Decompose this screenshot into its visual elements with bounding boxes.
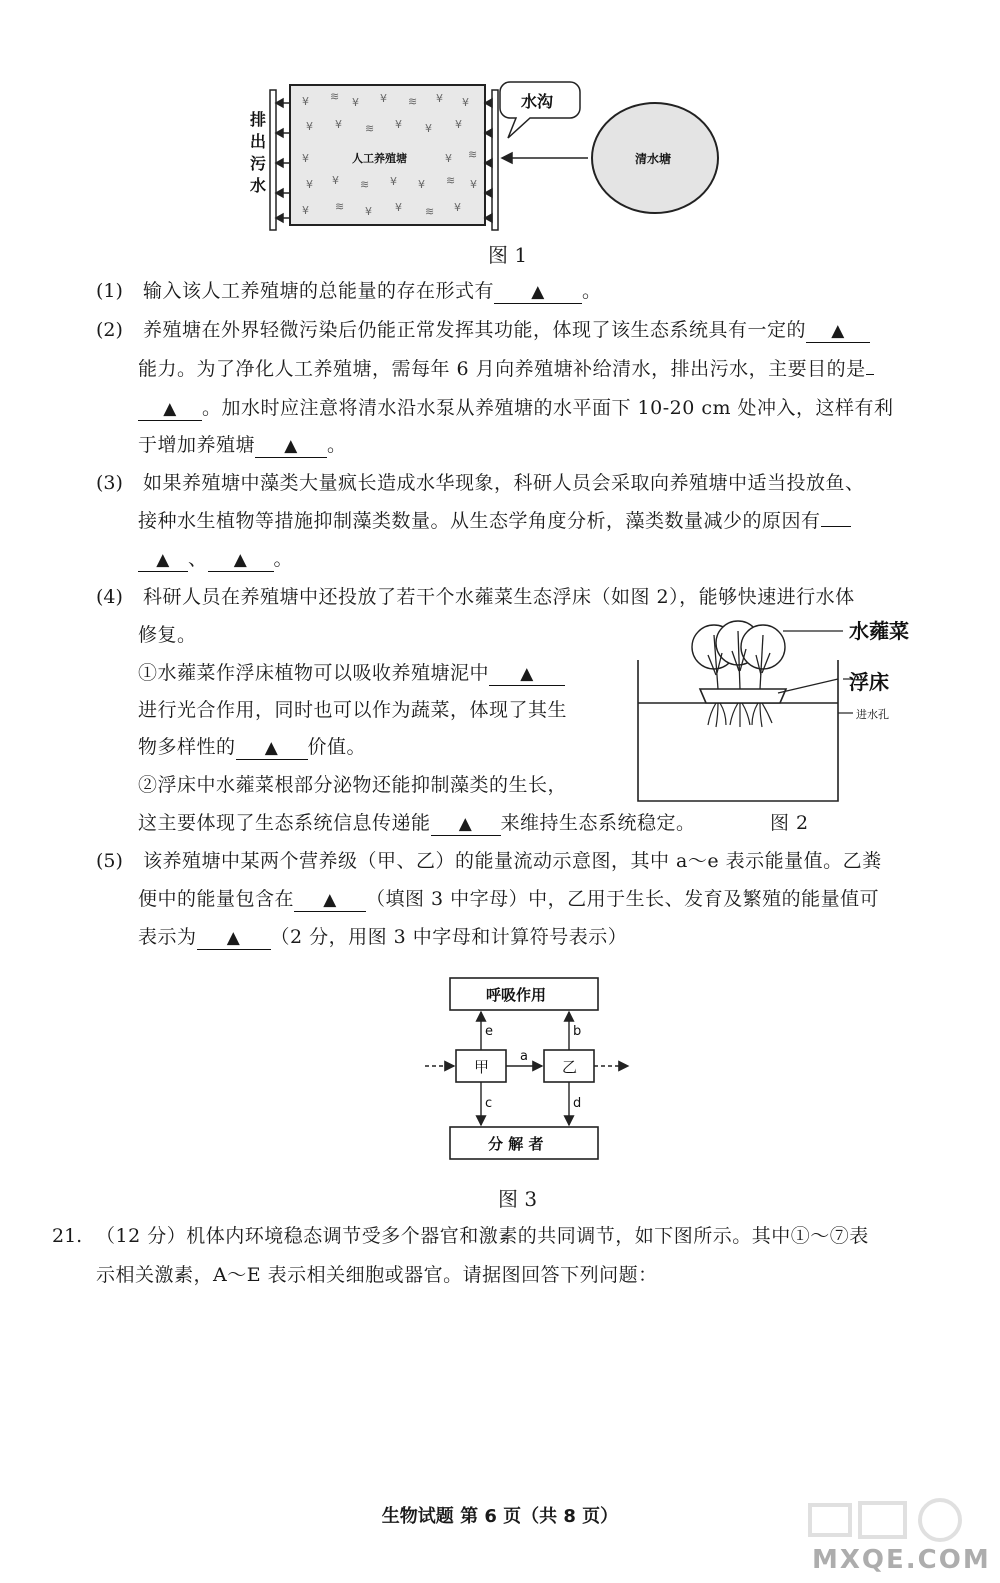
q4-number: (4) <box>96 586 123 608</box>
q5-answer-blank-1[interactable]: ▲ <box>294 889 366 912</box>
ditch-label: 水沟 <box>521 92 554 111</box>
svg-text:≋: ≋ <box>425 205 435 218</box>
q2-text-l3b: 。加水时应注意将清水沿水泵从养殖塘的水平面下 10-20 cm 处冲入，这样有利 <box>202 397 894 419</box>
q4-text-l3a: ①水蕹菜作浮床植物可以吸收养殖塘泥中 <box>138 662 490 684</box>
q1-text-a: 输入该人工养殖塘的总能量的存在形式有 <box>143 280 495 302</box>
svg-text:¥: ¥ <box>352 96 359 109</box>
q3-answer-blank-1[interactable]: ▲ <box>138 549 188 572</box>
svg-text:≋: ≋ <box>330 90 340 103</box>
figure-2-floating-bed-diagram <box>628 615 928 810</box>
q4-answer-blank-1[interactable]: ▲ <box>489 663 565 686</box>
svg-text:¥: ¥ <box>306 178 313 191</box>
drain-label-2: 出 <box>250 132 267 151</box>
q4-line-3 <box>138 660 565 686</box>
q2-answer-blank-1[interactable]: ▲ <box>806 320 870 343</box>
q3-text-l1: 如果养殖塘中藻类大量疯长造成水华现象，科研人员会采取向养殖塘中适当投放鱼、 <box>143 472 865 494</box>
svg-text:¥: ¥ <box>445 152 452 165</box>
q5-answer-blank-2[interactable]: ▲ <box>197 927 271 950</box>
q5-text-l3a: 表示为 <box>138 926 197 948</box>
svg-text:≋: ≋ <box>365 122 375 135</box>
drain-label-1: 排 <box>250 110 267 129</box>
q2-text-l2: 能力。为了净化人工养殖塘，需每年 6 月向养殖塘补给清水，排出污水，主要目的是 <box>138 358 866 380</box>
q2-line-2 <box>138 356 874 382</box>
svg-text:¥: ¥ <box>302 204 309 217</box>
q21-line-2 <box>96 1262 658 1288</box>
svg-text:¥: ¥ <box>335 118 342 131</box>
q1-line-1 <box>143 278 602 304</box>
q2-answer-blank-2[interactable]: ▲ <box>138 398 202 421</box>
svg-text:¥: ¥ <box>436 92 443 105</box>
figure-3-energy-flow-diagram <box>420 972 640 1167</box>
q4-line-6 <box>138 772 567 798</box>
svg-text:¥: ¥ <box>395 118 402 131</box>
q3-sep: 、 <box>188 548 208 570</box>
svg-text:¥: ¥ <box>365 205 372 218</box>
svg-text:¥: ¥ <box>332 174 339 187</box>
svg-text:¥: ¥ <box>425 122 432 135</box>
watermark-text: MXQE.COM <box>812 1545 991 1575</box>
fig3-label-e: e <box>485 1024 493 1039</box>
q4-text-l5a: 物多样性的 <box>138 736 236 758</box>
drain-label-4: 水 <box>250 176 267 195</box>
q5-text-l2b: （填图 3 中字母）中，乙用于生长、发育及繁殖的能量值可 <box>366 888 880 910</box>
q21-text-l2: 示相关激素，A～E 表示相关细胞或器官。请据图回答下列问题： <box>96 1264 658 1286</box>
svg-text:¥: ¥ <box>302 152 309 165</box>
q5-line-3 <box>138 924 627 950</box>
clean-pond-label: 清水塘 <box>635 152 672 166</box>
q4-text-l2: 修复。 <box>138 624 197 646</box>
q21-line-1 <box>96 1223 869 1249</box>
svg-text:¥: ¥ <box>418 178 425 191</box>
figure-2-caption: 图 2 <box>770 812 809 834</box>
svg-text:¥: ¥ <box>306 120 313 133</box>
q4-text-l1: 科研人员在养殖塘中还投放了若干个水蕹菜生态浮床（如图 2），能够快速进行水体 <box>143 586 855 608</box>
q5-text-l3b: （2 分，用图 3 中字母和计算符号表示） <box>270 926 628 948</box>
svg-text:¥: ¥ <box>390 175 397 188</box>
q2-text-l4a: 于增加养殖塘 <box>138 434 256 456</box>
q1-text-b: 。 <box>582 280 602 302</box>
q4-line-2 <box>138 622 197 648</box>
q4-line-4 <box>138 697 567 723</box>
svg-text:¥: ¥ <box>462 96 469 109</box>
q4-line-7 <box>138 810 696 836</box>
q5-text-l1: 该养殖塘中某两个营养级（甲、乙）的能量流动示意图，其中 a～e 表示能量值。乙粪 <box>143 850 882 872</box>
q4-answer-blank-2[interactable]: ▲ <box>236 737 308 760</box>
q3-answer-blank-2[interactable]: ▲ <box>208 549 274 572</box>
q4-text-l6: ②浮床中水蕹菜根部分泌物还能抑制藻类的生长， <box>138 774 568 796</box>
q1-number: (1) <box>96 280 123 302</box>
fig3-node-right: 乙 <box>562 1058 578 1076</box>
figure-1-caption: 图 1 <box>488 243 528 267</box>
q2-number: (2) <box>96 319 123 341</box>
q4-text-l7a: 这主要体现了生态系统信息传递能 <box>138 812 431 834</box>
q3-line-3 <box>138 546 293 572</box>
q2-line-1 <box>143 317 870 343</box>
figure-3-caption: 图 3 <box>498 1187 538 1211</box>
svg-text:¥: ¥ <box>454 201 461 214</box>
fig2-plant-label: 水蕹菜 <box>849 619 909 643</box>
q21-text-l1: （12 分）机体内环境稳态调节受多个器官和激素的共同调节，如下图所示。其中①～⑦表 <box>96 1225 869 1247</box>
fig3-label-d: d <box>573 1096 582 1111</box>
svg-text:≋: ≋ <box>335 200 345 213</box>
q3-text-l2: 接种水生植物等措施抑制藻类数量。从生态学角度分析，藻类数量减少的原因有 <box>138 510 821 532</box>
q3-number: (3) <box>96 472 123 494</box>
q4-line-1 <box>143 584 855 610</box>
svg-text:≋: ≋ <box>360 178 370 191</box>
pond-label: 人工养殖塘 <box>352 152 407 165</box>
fig3-label-b: b <box>573 1024 582 1039</box>
svg-text:¥: ¥ <box>380 92 387 105</box>
q21-number: 21. <box>52 1225 83 1247</box>
fig2-inlet-label: 进水孔 <box>856 708 889 721</box>
q3-line-2 <box>138 508 851 534</box>
q5-line-2 <box>138 886 879 912</box>
fig3-node-left: 甲 <box>474 1058 490 1076</box>
q3-end: 。 <box>273 548 294 570</box>
q4-line-5 <box>138 734 366 760</box>
q5-text-l2a: 便中的能量包含在 <box>138 888 295 910</box>
svg-text:¥: ¥ <box>470 178 477 191</box>
q2-line-3 <box>138 395 894 421</box>
svg-text:≋: ≋ <box>408 95 418 108</box>
q4-text-l7b: 来维持生态系统稳定。 <box>500 812 696 834</box>
fig3-top-box: 呼吸作用 <box>486 986 547 1004</box>
fig2-bed-label: 浮床 <box>849 670 889 694</box>
q4-text-l5b: 价值。 <box>307 736 367 758</box>
svg-text:¥: ¥ <box>302 95 309 108</box>
q2-text-l4b: 。 <box>327 434 347 456</box>
q2-line-4 <box>138 432 347 458</box>
svg-text:≋: ≋ <box>468 148 478 161</box>
figure-1-pond-diagram <box>240 70 730 240</box>
q2-answer-blank-3[interactable]: ▲ <box>255 435 327 458</box>
q3-answer-blank-1-start[interactable] <box>821 526 851 527</box>
svg-text:¥: ¥ <box>395 201 402 214</box>
svg-text:¥: ¥ <box>455 118 462 131</box>
q1-answer-blank[interactable]: ▲ <box>494 281 582 304</box>
q5-line-1 <box>143 848 882 874</box>
q2-text-l1a: 养殖塘在外界轻微污染后仍能正常发挥其功能，体现了该生态系统具有一定的 <box>143 319 807 341</box>
fig3-bottom-box: 分 解 者 <box>488 1135 544 1153</box>
q5-number: (5) <box>96 850 123 872</box>
drain-label-3: 污 <box>250 154 267 173</box>
q2-answer-blank-2-start[interactable] <box>866 374 874 375</box>
svg-text:≋: ≋ <box>446 174 456 187</box>
fig3-label-a: a <box>520 1049 528 1064</box>
q3-line-1 <box>143 470 865 496</box>
q4-text-l4: 进行光合作用，同时也可以作为蔬菜，体现了其生 <box>138 699 568 721</box>
fig3-label-c: c <box>485 1096 493 1111</box>
page-footer: 生物试题 第 6 页（共 8 页） <box>381 1506 619 1527</box>
q4-answer-blank-3[interactable]: ▲ <box>431 813 501 836</box>
